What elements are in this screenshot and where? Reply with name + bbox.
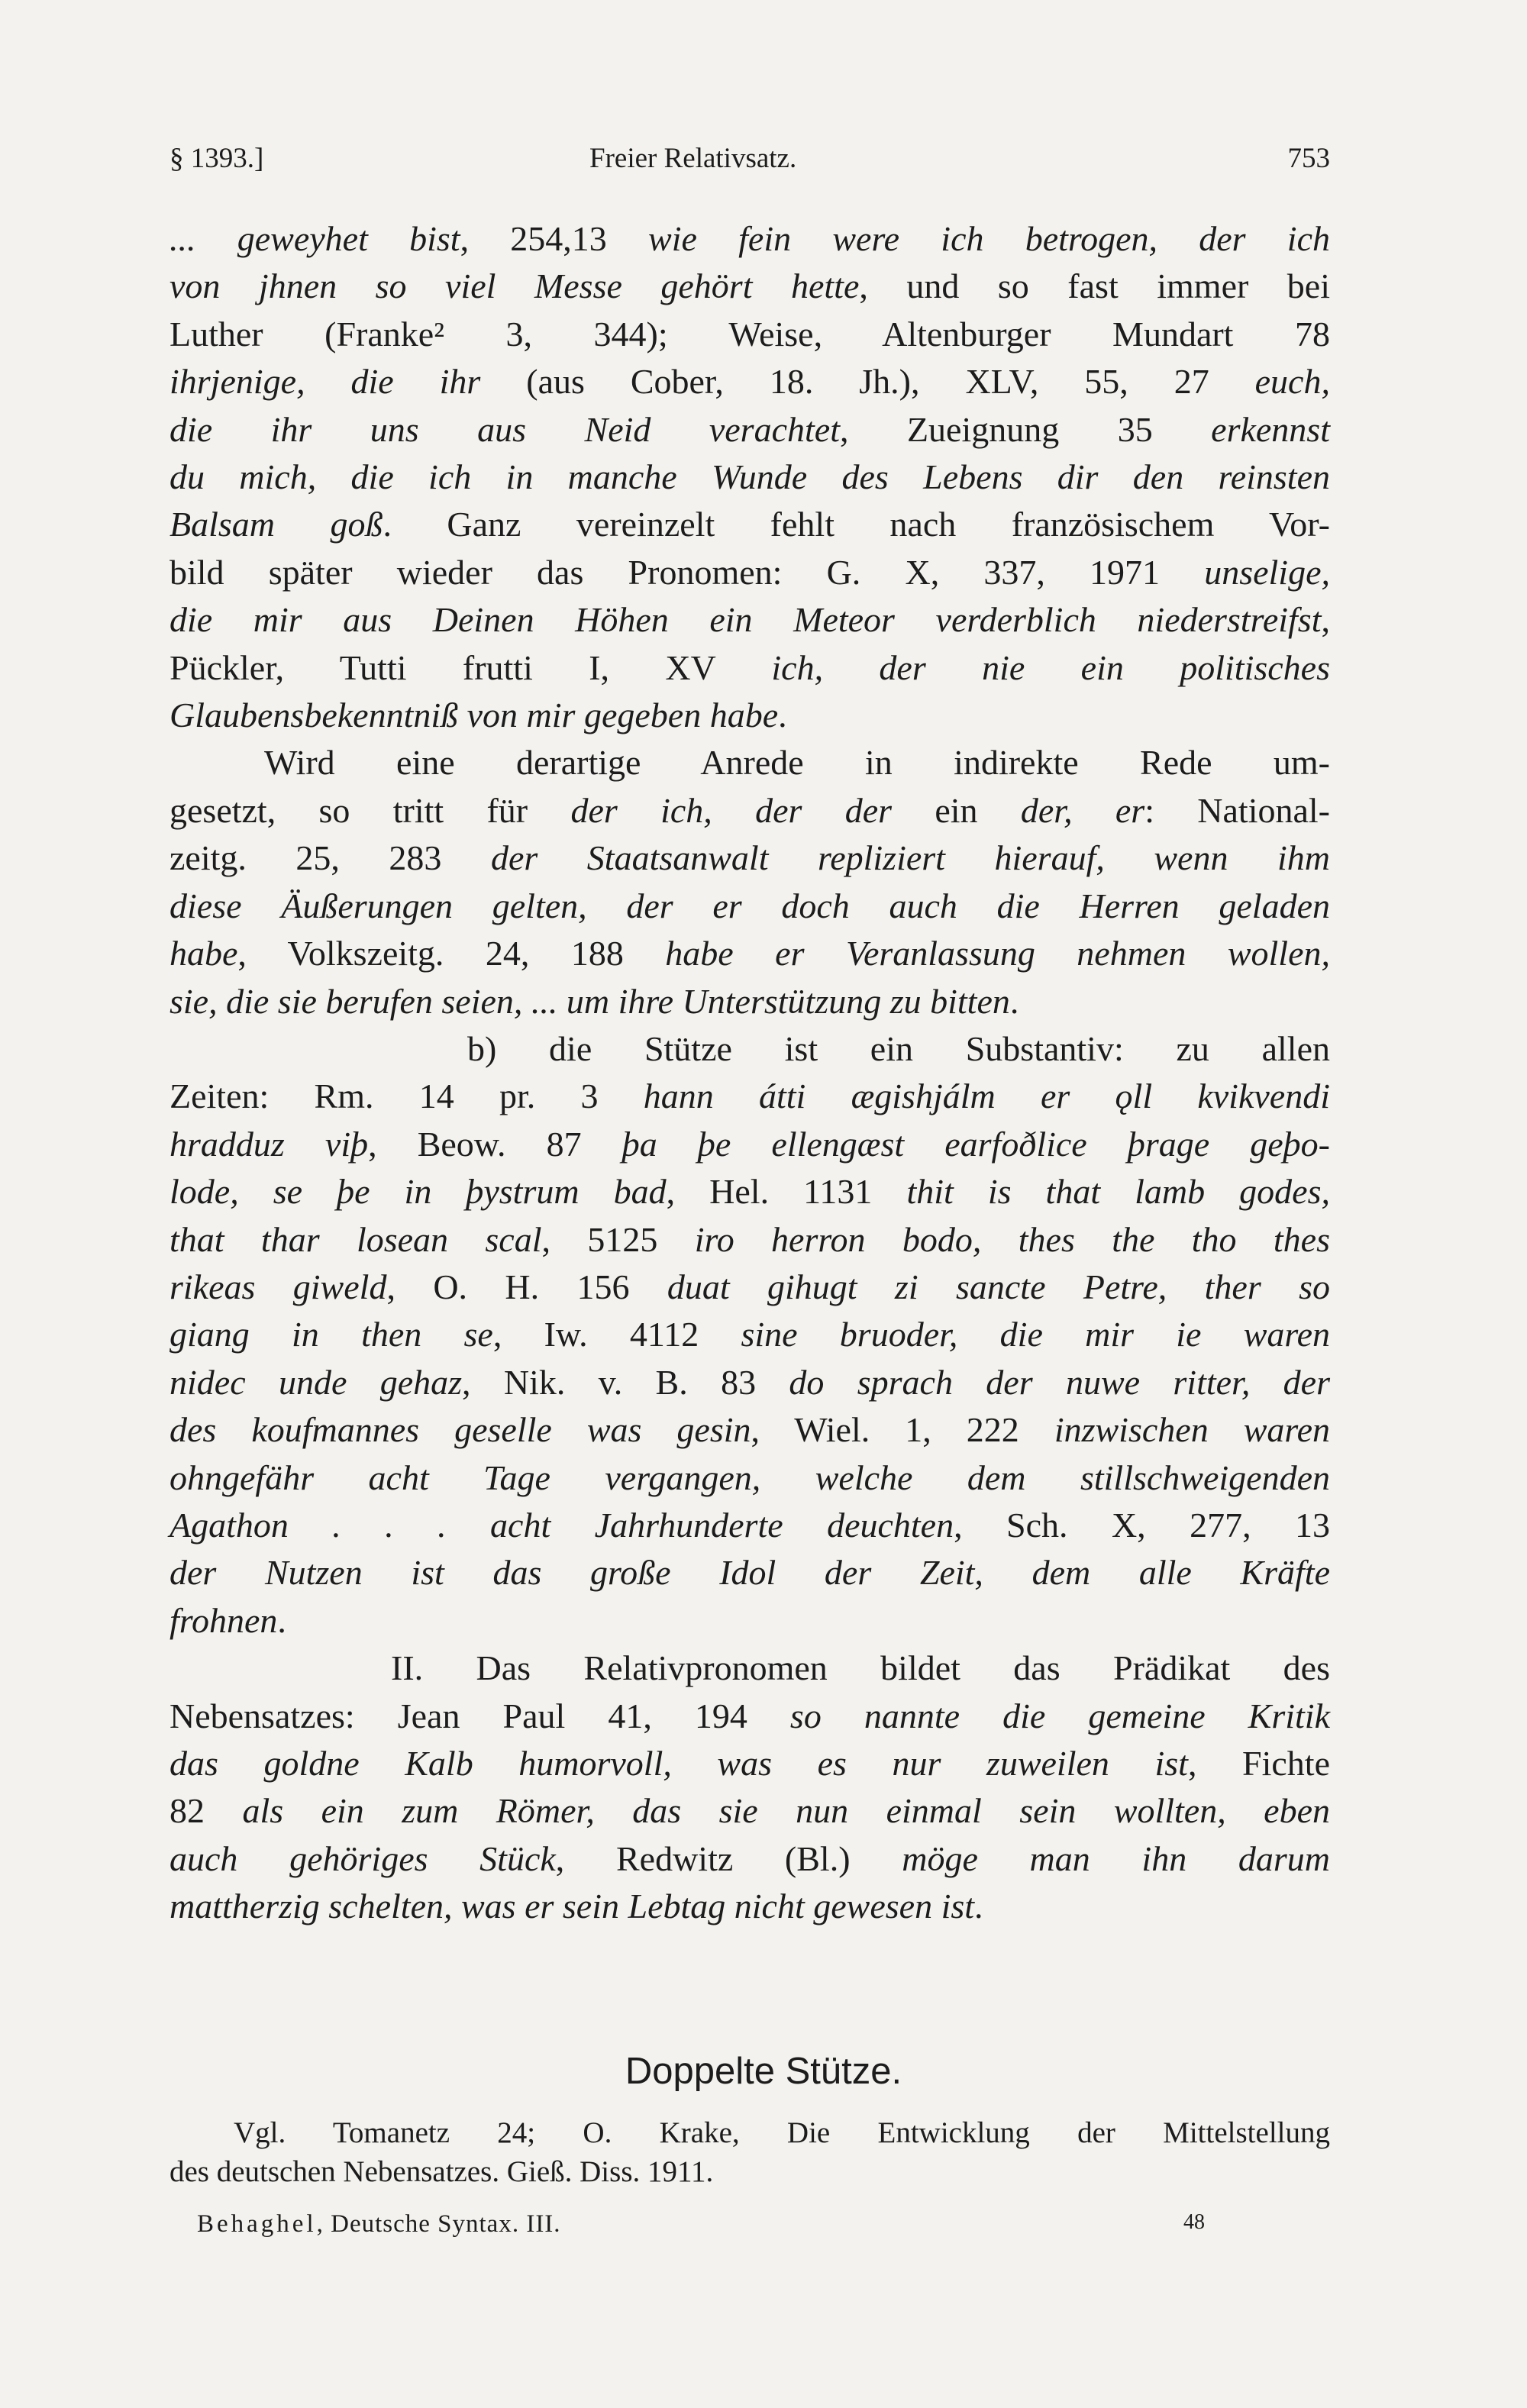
- text-line: [169, 1645, 1330, 1692]
- literature-line: Vgl. Tomanetz 24; O. Krake, Die Entwicklung der Mittelstellung: [234, 2116, 1330, 2149]
- text-line: [169, 1025, 1330, 1073]
- text-segment: .: [778, 696, 787, 735]
- italic-segment: habe er Veranlassung nehmen wollen,: [665, 934, 1330, 973]
- paragraph-2: [169, 739, 1330, 1025]
- paragraph-3: [169, 1025, 1330, 1645]
- text-line: [169, 1121, 1330, 1168]
- text-segment: bild später wieder das Pronomen: G. X, 337, 1971: [169, 552, 1205, 592]
- italic-segment: that thar losean scal: [169, 1219, 542, 1259]
- italic-segment: ... geweyhet bist: [169, 219, 460, 258]
- text-line: [169, 1597, 1330, 1645]
- text-line: [169, 263, 1330, 310]
- italic-segment: die ihr uns aus Neid verachtet: [169, 409, 840, 449]
- text-line: [169, 215, 1330, 263]
- text-segment: , Volkszeitg. 24, 188: [237, 934, 666, 973]
- signature-footer: [197, 2210, 1205, 2241]
- italic-segment: wie fein were ich betrogen, der ich: [648, 219, 1331, 258]
- text-segment: Nebensatzes: Jean Paul 41, 194: [169, 1696, 790, 1735]
- text-line: [169, 739, 1330, 786]
- italic-segment: nidec unde gehaz: [169, 1362, 463, 1402]
- italic-segment: lode, se þe in þystrum bad: [169, 1172, 667, 1212]
- text-segment: , Redwitz (Bl.): [555, 1838, 902, 1878]
- text-line: [169, 1311, 1330, 1358]
- text-segment: , Hel. 1131: [666, 1172, 907, 1212]
- text-line: [169, 1264, 1330, 1311]
- italic-segment: die mir aus Deinen Höhen ein Meteor verderblich niederstreifst: [169, 600, 1322, 640]
- footer-title: , Deutsche Syntax. III.: [316, 2210, 561, 2238]
- text-line: [169, 596, 1330, 644]
- italic-segment: des koufmannes geselle was gesin: [169, 1410, 751, 1450]
- text-segment: , Beow. 87: [368, 1124, 622, 1164]
- italic-segment: der ich, der der: [570, 790, 893, 830]
- italic-segment: unselige,: [1204, 552, 1330, 592]
- text-line: [169, 501, 1330, 548]
- running-title: Freier Relativsatz.: [589, 143, 797, 174]
- italic-segment: du mich, die ich in manche Wunde des Lebens dir den reinsten: [169, 457, 1330, 497]
- italic-segment: habe: [169, 934, 238, 973]
- literature-note: [169, 2113, 1330, 2191]
- text-line: [169, 692, 1330, 739]
- text-line: [169, 1835, 1330, 1883]
- italic-segment: rikeas giweld: [169, 1267, 387, 1306]
- text-line: [169, 787, 1330, 834]
- text-segment: ein: [892, 790, 1021, 830]
- text-line: [169, 883, 1330, 930]
- sheet-number: 48: [1183, 2210, 1205, 2234]
- text-segment: gesetzt, so tritt für: [169, 790, 571, 830]
- text-segment: , Nik. v. B. 83: [462, 1362, 789, 1402]
- italic-segment: der Nutzen ist das große Idol der Zeit, dem alle Kräfte: [169, 1553, 1330, 1593]
- text-line: [169, 834, 1330, 882]
- italic-segment: inzwischen waren: [1054, 1410, 1330, 1450]
- text-segment: Zeiten: Rm. 14 pr. 3: [169, 1076, 644, 1116]
- italic-segment: der, er: [1020, 790, 1145, 830]
- italic-segment: ich, der nie ein politisches: [771, 647, 1330, 687]
- text-line: [169, 1359, 1330, 1406]
- text-line: [169, 930, 1330, 977]
- text-line: [169, 1406, 1330, 1454]
- italic-segment: möge man ihn darum: [902, 1838, 1330, 1878]
- paragraph-1: [169, 215, 1330, 739]
- text-segment: .: [277, 1600, 286, 1640]
- italic-segment: euch,: [1254, 362, 1330, 402]
- italic-segment: erkennst: [1211, 409, 1330, 449]
- italic-segment: hann átti ægishjálm er ǫll kvikvendi: [643, 1076, 1330, 1116]
- text-line: [169, 1216, 1330, 1264]
- italic-segment: frohnen: [169, 1600, 278, 1640]
- text-segment: , Wiel. 1, 222: [751, 1410, 1054, 1450]
- text-line: [169, 549, 1330, 596]
- italic-segment: hradduz viþ: [169, 1124, 369, 1164]
- italic-segment: Glaubensbekenntniß von mir gegeben habe: [169, 696, 779, 735]
- footer-author: Behaghel: [197, 2210, 317, 2238]
- italic-segment: so nannte die gemeine Kritik: [789, 1696, 1330, 1735]
- text-segment: : National-: [1144, 790, 1331, 830]
- text-line: [169, 311, 1330, 358]
- section-heading: Doppelte Stütze.: [625, 2051, 902, 2092]
- italic-segment: von jhnen so viel Messe gehört hette: [169, 266, 860, 306]
- italic-segment: mattherzig schelten, was er sein Lebtag nicht gewesen ist: [169, 1887, 975, 1926]
- text-line: [169, 358, 1330, 405]
- page-number: 753: [1287, 143, 1330, 174]
- text-line: [169, 454, 1330, 501]
- text-line: [169, 1549, 1330, 1596]
- text-segment: , 5125: [541, 1219, 695, 1259]
- footer-text: [197, 2210, 561, 2239]
- text-segment: .: [1009, 981, 1019, 1021]
- text-segment: (aus Cober, 18. Jh.), XLV, 55, 27: [480, 362, 1255, 402]
- italic-segment: sie, die sie berufen seien, ... um ihre Unterstützung zu bitten: [169, 981, 1010, 1021]
- italic-segment: als ein zum Römer, das sie nun einmal sein wollten, eben: [242, 1791, 1331, 1831]
- text-line: [169, 1454, 1330, 1502]
- italic-segment: ihrjenige, die ihr: [169, 362, 481, 402]
- italic-segment: iro herron bodo, thes the tho thes: [694, 1219, 1330, 1259]
- text-line: [169, 1740, 1330, 1787]
- paragraph-4: [169, 1645, 1330, 1930]
- text-segment: Luther (Franke² 3, 344); Weise, Altenburger Mundart 78: [169, 314, 1330, 353]
- text-segment: Pückler, Tutti frutti I, XV: [169, 647, 772, 687]
- text-line: [169, 1073, 1330, 1120]
- section-number: § 1393.]: [169, 143, 264, 174]
- italic-segment: Agathon . . . acht Jahrhunderte deuchten: [169, 1505, 954, 1545]
- text-line: [169, 406, 1330, 454]
- text-segment: II. Das Relativpronomen bildet das Prädikat des: [391, 1648, 1330, 1688]
- main-text: [169, 215, 1330, 1931]
- text-segment: , Zueignung 35: [839, 409, 1212, 449]
- italic-segment: giang in then se: [169, 1315, 493, 1354]
- italic-segment: duat gihugt zi sancte Petre, ther so: [667, 1267, 1330, 1306]
- italic-segment: Balsam goß: [169, 505, 383, 544]
- text-segment: b) die Stütze ist ein Substantiv: zu allen: [467, 1028, 1330, 1068]
- text-line: [169, 978, 1330, 1025]
- italic-segment: auch gehöriges Stück: [169, 1838, 556, 1878]
- italic-segment: der Staatsanwalt repliziert hierauf, wenn ihm: [490, 838, 1330, 878]
- text-segment: ,: [1321, 600, 1330, 640]
- text-segment: Wird eine derartige Anrede in indirekte Rede um-: [264, 743, 1330, 783]
- italic-segment: das goldne Kalb humorvoll, was es nur zuweilen ist: [169, 1744, 1188, 1783]
- text-line: [169, 1787, 1330, 1835]
- text-line: [169, 644, 1330, 692]
- literature-line: des deutschen Nebensatzes. Gieß. Diss. 1911.: [169, 2155, 714, 2188]
- italic-segment: diese Äußerungen gelten, der er doch auch die Herren geladen: [169, 886, 1330, 925]
- text-segment: , Fichte: [1187, 1744, 1330, 1783]
- running-header: [169, 142, 1330, 188]
- text-line: [169, 1883, 1330, 1930]
- text-segment: , Iw. 4112: [492, 1315, 741, 1354]
- italic-segment: þa þe ellengæst earfoðlice þrage geþo-: [621, 1124, 1330, 1164]
- text-segment: 82: [169, 1791, 243, 1831]
- text-segment: , Sch. X, 277, 13: [954, 1505, 1330, 1545]
- text-line: [169, 1693, 1330, 1740]
- text-line: [169, 1502, 1330, 1549]
- italic-segment: sine bruoder, die mir ie waren: [741, 1315, 1331, 1354]
- text-segment: . Ganz vereinzelt fehlt nach französischem Vor-: [383, 505, 1330, 544]
- italic-segment: thit is that lamb godes,: [906, 1172, 1331, 1212]
- text-line: [169, 1168, 1330, 1215]
- text-segment: zeitg. 25, 283: [169, 838, 491, 878]
- text-segment: , 254,13: [460, 219, 649, 258]
- text-segment: , und so fast immer bei: [859, 266, 1331, 306]
- italic-segment: ohngefähr acht Tage vergangen, welche dem stillschweigenden: [169, 1457, 1330, 1497]
- text-segment: .: [974, 1887, 983, 1926]
- italic-segment: do sprach der nuwe ritter, der: [789, 1362, 1330, 1402]
- text-segment: , O. H. 156: [386, 1267, 667, 1306]
